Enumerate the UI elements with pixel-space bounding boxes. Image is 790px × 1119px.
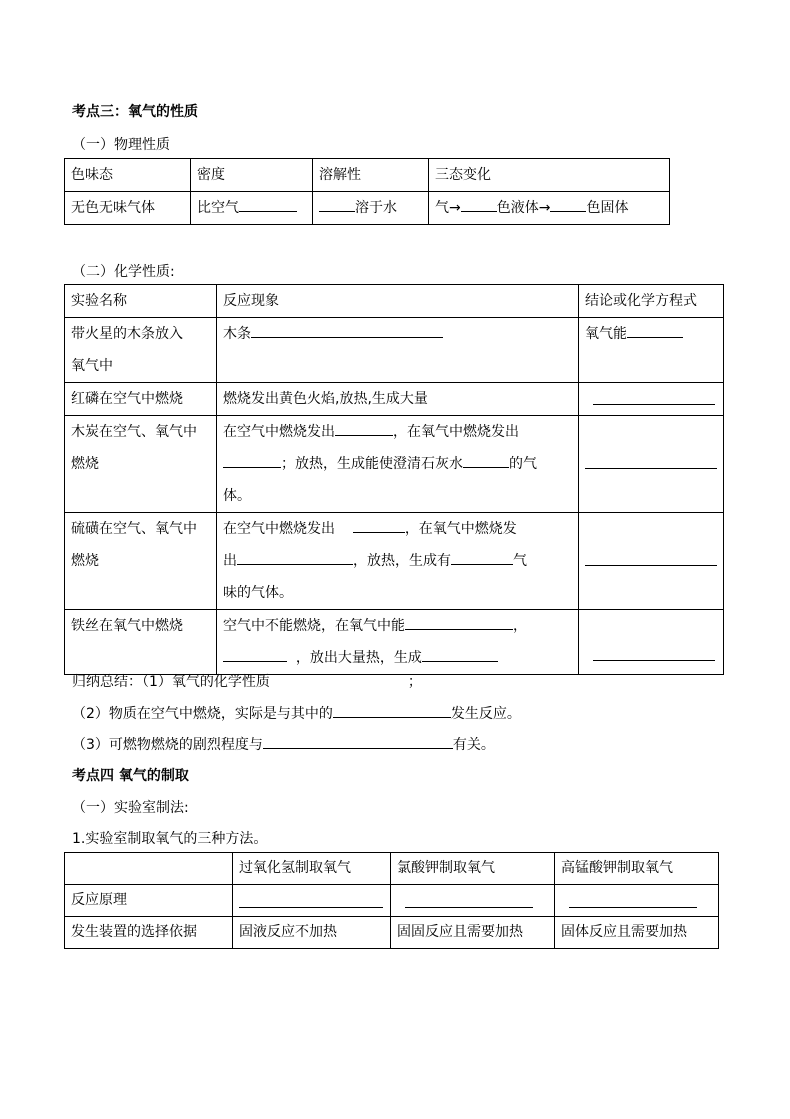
summary-text: 有关。 xyxy=(452,737,495,753)
answer-blank[interactable] xyxy=(569,907,697,908)
summary-line-2 xyxy=(72,703,521,723)
answer-blank[interactable] xyxy=(223,647,287,662)
header-cell: 色味态 xyxy=(65,159,191,192)
conclusion-cell xyxy=(579,383,724,416)
summary-text: 归纳总结：（1）氧气的化学性质 xyxy=(72,674,270,690)
cell-line: 味的气体。 xyxy=(223,585,293,601)
solubility-text: 溶于水 xyxy=(355,200,397,216)
cell-text: 木条 xyxy=(223,326,251,342)
experiment-name-cell xyxy=(65,318,217,383)
table-cell: 固液反应不加热 xyxy=(233,917,391,949)
phase-text: 气→ xyxy=(435,200,461,216)
table-row xyxy=(65,192,670,225)
cell-text: ，在氧气中燃烧发出 xyxy=(393,424,519,440)
density-text: 比空气 xyxy=(197,200,239,216)
phase-cell xyxy=(429,192,670,225)
answer-blank[interactable] xyxy=(333,703,451,718)
cell-line xyxy=(223,642,572,674)
answer-blank[interactable] xyxy=(585,565,717,566)
principle-cell xyxy=(233,885,391,917)
experiment-name-cell: 红磷在空气中燃烧 xyxy=(65,383,217,416)
summary-line-3 xyxy=(72,734,495,754)
cell-text: 在空气中燃烧发出 xyxy=(223,424,335,440)
header-cell: 高锰酸钾制取氧气 xyxy=(555,853,719,885)
cell-line: 木炭在空气、氧气中 xyxy=(71,424,197,440)
header-cell: 反应现象 xyxy=(217,285,579,318)
summary-text: 发生反应。 xyxy=(450,706,521,722)
cell-text: ，放热，生成有 xyxy=(353,553,451,569)
answer-blank[interactable] xyxy=(463,453,509,468)
conclusion-cell xyxy=(579,318,724,383)
summary-text: ； xyxy=(407,674,422,690)
answer-blank[interactable] xyxy=(405,907,533,908)
answer-blank[interactable] xyxy=(223,453,281,468)
answer-blank[interactable] xyxy=(405,615,513,630)
table-header-row xyxy=(65,285,724,318)
row-label: 发生装置的选择依据 xyxy=(65,917,233,949)
phase-text: 色液体→ xyxy=(496,200,551,216)
cell-line: 燃烧 xyxy=(71,456,99,472)
physical-heading: （一）物理性质 xyxy=(72,137,170,153)
chemical-table xyxy=(64,284,724,675)
cell-text: 出 xyxy=(223,553,237,569)
principle-cell xyxy=(555,885,719,917)
header-cell: 氯酸钾制取氧气 xyxy=(391,853,555,885)
header-cell: 实验名称 xyxy=(65,285,217,318)
cell-line xyxy=(223,545,572,577)
answer-blank[interactable] xyxy=(239,197,297,212)
physical-table xyxy=(64,158,670,225)
cell-line: 带火星的木条放入 xyxy=(71,326,183,342)
answer-blank[interactable] xyxy=(237,550,353,565)
answer-blank[interactable] xyxy=(451,550,513,565)
methods-table xyxy=(64,852,719,949)
phenomenon-cell xyxy=(217,610,579,675)
table-row xyxy=(65,416,724,513)
summary-text: （2）物质在空气中燃烧，实际是与其中的 xyxy=(72,706,333,722)
phenomenon-cell: 燃烧发出黄色火焰,放热,生成大量 xyxy=(217,383,579,416)
experiment-name-cell xyxy=(65,513,217,610)
conclusion-cell xyxy=(579,416,724,513)
answer-blank[interactable] xyxy=(263,734,453,749)
header-cell xyxy=(65,853,233,885)
phenomenon-cell xyxy=(217,513,579,610)
principle-cell xyxy=(391,885,555,917)
phenomenon-cell xyxy=(217,416,579,513)
answer-blank[interactable] xyxy=(593,404,715,405)
cell-text: 的气 xyxy=(509,456,537,472)
cell-line: 体。 xyxy=(223,488,251,504)
conclusion-cell xyxy=(579,610,724,675)
answer-blank[interactable] xyxy=(461,197,497,212)
table-row xyxy=(65,885,719,917)
conclusion-cell xyxy=(579,513,724,610)
cell-line xyxy=(223,416,572,448)
header-cell: 结论或化学方程式 xyxy=(579,285,724,318)
cell-line: 硫磺在空气、氧气中 xyxy=(71,521,197,537)
color-cell: 无色无味气体 xyxy=(65,192,191,225)
density-cell xyxy=(191,192,313,225)
table-cell: 固体反应且需要加热 xyxy=(555,917,719,949)
methods-heading: 1.实验室制取氧气的三种方法。 xyxy=(72,831,268,847)
table-row xyxy=(65,318,724,383)
table-cell: 固固反应且需要加热 xyxy=(391,917,555,949)
cell-text: 氧气能 xyxy=(585,326,627,342)
phase-text: 色固体 xyxy=(586,200,629,216)
row-label: 反应原理 xyxy=(65,885,233,917)
solubility-cell xyxy=(313,192,429,225)
header-cell: 密度 xyxy=(191,159,313,192)
cell-text: ， xyxy=(513,618,527,634)
answer-blank[interactable] xyxy=(319,197,355,212)
answer-blank[interactable] xyxy=(585,468,717,469)
cell-text: 在空气中燃烧发出 xyxy=(223,521,335,537)
header-cell: 过氧化氢制取氧气 xyxy=(233,853,391,885)
table-row xyxy=(65,610,724,675)
section4-title: 考点四 氧气的制取 xyxy=(72,768,189,784)
table-row xyxy=(65,383,724,416)
cell-text: 空气中不能燃烧，在氧气中能 xyxy=(223,618,405,634)
answer-blank[interactable] xyxy=(251,323,443,338)
cell-line: 燃烧 xyxy=(71,553,99,569)
table-header-row xyxy=(65,853,719,885)
section3-title: 考点三：氧气的性质 xyxy=(72,104,198,120)
answer-blank[interactable] xyxy=(550,197,586,212)
lab-heading: （一）实验室制法: xyxy=(72,800,189,816)
header-cell: 溶解性 xyxy=(313,159,429,192)
header-cell: 三态变化 xyxy=(429,159,670,192)
cell-line xyxy=(223,513,572,545)
answer-blank[interactable] xyxy=(627,323,683,338)
cell-text: ，在氧气中燃烧发 xyxy=(404,521,517,537)
answer-blank[interactable] xyxy=(593,660,715,661)
answer-blank[interactable] xyxy=(239,907,383,908)
cell-line xyxy=(223,610,572,642)
answer-blank[interactable] xyxy=(353,518,405,533)
cell-line xyxy=(223,448,572,480)
cell-text: ；放热，生成能使澄清石灰水 xyxy=(281,456,463,472)
cell-line: 氧气中 xyxy=(71,358,113,374)
summary-text: （3）可燃物燃烧的剧烈程度与 xyxy=(72,737,263,753)
table-header-row xyxy=(65,159,670,192)
phenomenon-cell xyxy=(217,318,579,383)
table-row xyxy=(65,513,724,610)
experiment-name-cell: 铁丝在氧气中燃烧 xyxy=(65,610,217,675)
chemical-heading: （二）化学性质: xyxy=(72,264,175,280)
answer-blank[interactable] xyxy=(422,647,498,662)
summary-line-1 xyxy=(72,671,422,691)
cell-text: 气 xyxy=(513,553,527,569)
answer-blank[interactable] xyxy=(335,421,393,436)
experiment-name-cell xyxy=(65,416,217,513)
cell-text: ，放出大量热，生成 xyxy=(295,650,422,666)
table-row xyxy=(65,917,719,949)
